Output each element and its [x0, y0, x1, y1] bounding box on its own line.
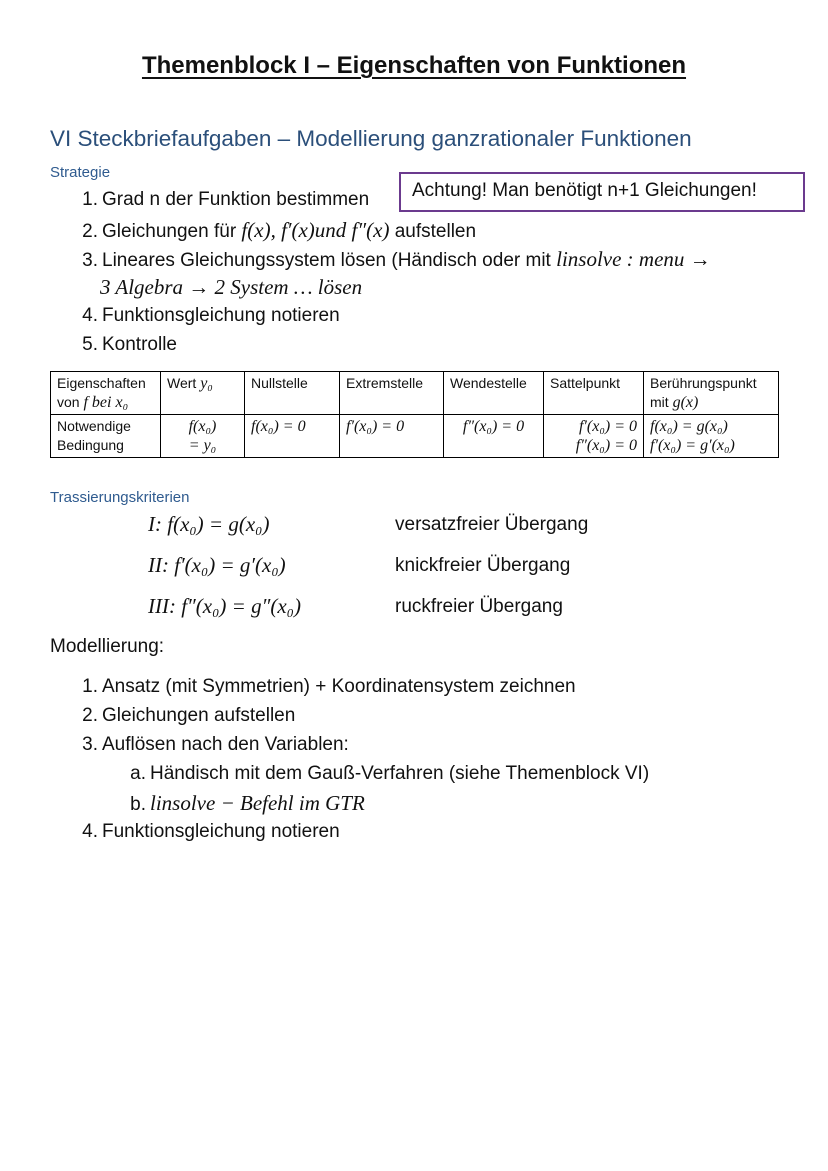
table-cell: f′(x₀) = 0	[340, 415, 444, 458]
table-cell: Extremstelle	[340, 372, 444, 415]
cell-text: mit	[650, 394, 673, 410]
list-number: 1.	[82, 676, 98, 697]
modeling-item-4	[72, 821, 340, 843]
tracing-desc-1: versatzfreier Übergang	[395, 514, 589, 535]
callout-box: Achtung! Man benötigt n+1 Gleichungen!	[399, 172, 805, 212]
list-text: Gleichungen für	[102, 221, 242, 242]
strategy-item-2	[72, 218, 476, 243]
math-expression: g(x)	[672, 394, 699, 411]
table-cell: Nullstelle	[245, 372, 340, 415]
math-expression: f′(x₀) = 0	[578, 418, 637, 435]
list-number: 3.	[82, 250, 98, 271]
strategy-item-3	[72, 247, 711, 272]
tracing-formula-1: I: f(x₀) = g(x₀)	[148, 512, 270, 536]
modeling-item-2	[72, 705, 295, 727]
tracing-formula-3: III: f″(x₀) = g″(x₀)	[148, 594, 301, 618]
modeling-item-1	[72, 676, 576, 698]
table-cell	[51, 372, 161, 415]
modeling-item-3a	[120, 763, 649, 785]
list-text: Funktionsgleichung notieren	[102, 305, 340, 326]
list-text: Lineares Gleichungssystem lösen (Händisch oder mit	[102, 250, 557, 271]
table-cell	[544, 415, 644, 458]
cell-text: Bedingung	[57, 437, 124, 453]
cell-text: Berührungspunkt	[650, 375, 757, 391]
math-expression: 3 Algebra → 2 System … lösen	[100, 275, 363, 299]
properties-table	[50, 371, 779, 458]
cell-text: von	[57, 394, 84, 410]
table-cell	[51, 415, 161, 458]
table-row	[51, 415, 779, 458]
math-expression: = y₀	[188, 437, 217, 454]
cell-text	[57, 393, 154, 412]
math-expression: f(x₀) = g(x₀)	[650, 418, 728, 435]
table-cell	[161, 415, 245, 458]
list-text: aufstellen	[389, 221, 477, 242]
modeling-item-3	[72, 734, 349, 756]
list-number: 1.	[82, 189, 98, 210]
strategy-label: Strategie	[50, 164, 111, 181]
list-text: Gleichungen aufstellen	[102, 705, 296, 726]
strategy-item-4	[72, 305, 340, 327]
table-cell: f″(x₀) = 0	[444, 415, 544, 458]
math-expression: linsolve − Befehl im GTR	[150, 791, 365, 815]
section-heading: VI Steckbriefaufgaben – Modellierung ganzrationaler Funktionen	[50, 126, 692, 151]
table-cell	[644, 372, 779, 415]
modeling-item-3b	[120, 791, 365, 816]
modeling-heading: Modellierung:	[50, 636, 165, 657]
list-number: b.	[130, 794, 146, 815]
list-number: 2.	[82, 705, 98, 726]
list-text: Funktionsgleichung notieren	[102, 821, 340, 842]
list-text: Kontrolle	[102, 334, 177, 355]
list-number: 3.	[82, 734, 98, 755]
list-number: 4.	[82, 821, 98, 842]
math-expression: f′(x₀) = g′(x₀)	[650, 437, 735, 454]
list-number: 4.	[82, 305, 98, 326]
table-cell: Sattelpunkt	[544, 372, 644, 415]
cell-text: Eigenschaften	[57, 375, 146, 391]
list-number: 5.	[82, 334, 98, 355]
list-number: a.	[130, 763, 146, 784]
math-expression: y₀	[200, 375, 213, 392]
page-title: Themenblock I – Eigenschaften von Funktionen	[141, 52, 687, 79]
tracing-desc-3: ruckfreier Übergang	[395, 596, 563, 617]
math-expression: f bei x₀	[83, 394, 129, 411]
cell-text: Wert	[167, 375, 201, 391]
math-expression: linsolve : menu →	[556, 247, 711, 271]
strategy-item-1	[72, 189, 369, 211]
math-expression: f(x₀)	[188, 418, 217, 435]
table-cell: f(x₀) = 0	[245, 415, 340, 458]
table-header-row	[51, 372, 779, 415]
list-text: Grad n der Funktion bestimmen	[102, 189, 370, 210]
list-text: Auflösen nach den Variablen:	[102, 734, 349, 755]
table-cell	[644, 415, 779, 458]
math-expression: f″(x₀) = 0	[575, 437, 637, 454]
tracing-label: Trassierungskriterien	[50, 489, 190, 506]
cell-text: Notwendige	[57, 418, 131, 434]
list-text: Ansatz (mit Symmetrien) + Koordinatensystem zeichnen	[102, 676, 576, 697]
blank-page-area	[0, 860, 828, 1160]
table-cell: Wendestelle	[444, 372, 544, 415]
tracing-formula-2: II: f′(x₀) = g′(x₀)	[148, 553, 286, 577]
math-expression: f(x), f′(x)und f″(x)	[241, 218, 390, 242]
list-number: 2.	[82, 221, 98, 242]
table-cell	[161, 372, 245, 415]
tracing-desc-2: knickfreier Übergang	[395, 555, 571, 576]
strategy-item-5	[72, 334, 177, 356]
cell-text	[650, 393, 772, 412]
list-text: Händisch mit dem Gauß-Verfahren (siehe Themenblock VI)	[150, 763, 650, 784]
